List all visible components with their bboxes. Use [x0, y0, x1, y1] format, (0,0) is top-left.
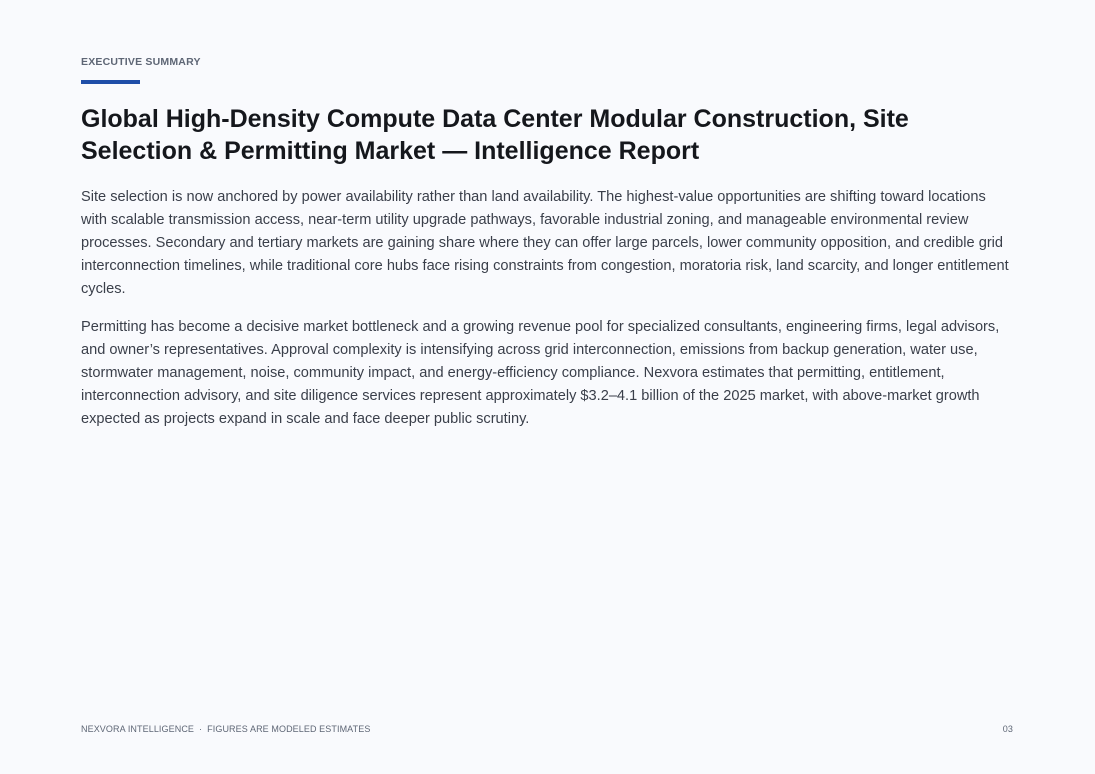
- paragraph-site-selection: Site selection is now anchored by power availability rather than land availability. The highest-value opportunities are shifting toward locations with scalable transmission access, near-term utility upgrade pathways, favorable industrial zoning, and manageable environmental review processes. Secondary and tertiary markets are gaining share where they can offer large parcels, lower community opposition, and credible grid interconnection timelines, while traditional core hubs face rising constraints from congestion, moratoria risk, land scarcity, and longer entitlement cycles.: [81, 189, 1009, 297]
- footer-brand: NEXVORA INTELLIGENCE: [81, 724, 195, 734]
- footer-separator: ·: [199, 724, 203, 734]
- page-footer: [81, 724, 1013, 734]
- accent-bar: [81, 80, 140, 84]
- footer-left: [81, 724, 370, 734]
- page-title: Global High-Density Compute Data Center Modular Construction, Site Selection & Permitting Market — Intelligence Report: [81, 105, 909, 165]
- section-label: EXECUTIVE SUMMARY: [81, 56, 201, 68]
- footer-note: FIGURES ARE MODELED ESTIMATES: [207, 724, 371, 734]
- paragraph-permitting: Permitting has become a decisive market bottleneck and a growing revenue pool for specialized consultants, engineering firms, legal advisors, and owner’s representatives. Approval complexity is intensifying across grid interconnection, emissions from backup generation, water use, stormwater management, noise, community impact, and energy-efficiency compliance. Nexvora estimates that permitting, entitlement, interconnection advisory, and site diligence services represent approximately $3.2–4.1 billion of the 2025 market, with above-market growth expected as projects expand in scale and face deeper public scrutiny.: [81, 319, 1000, 427]
- report-page: [81, 0, 1013, 774]
- summary-body: [81, 186, 1013, 446]
- page-number: 03: [1002, 724, 1013, 734]
